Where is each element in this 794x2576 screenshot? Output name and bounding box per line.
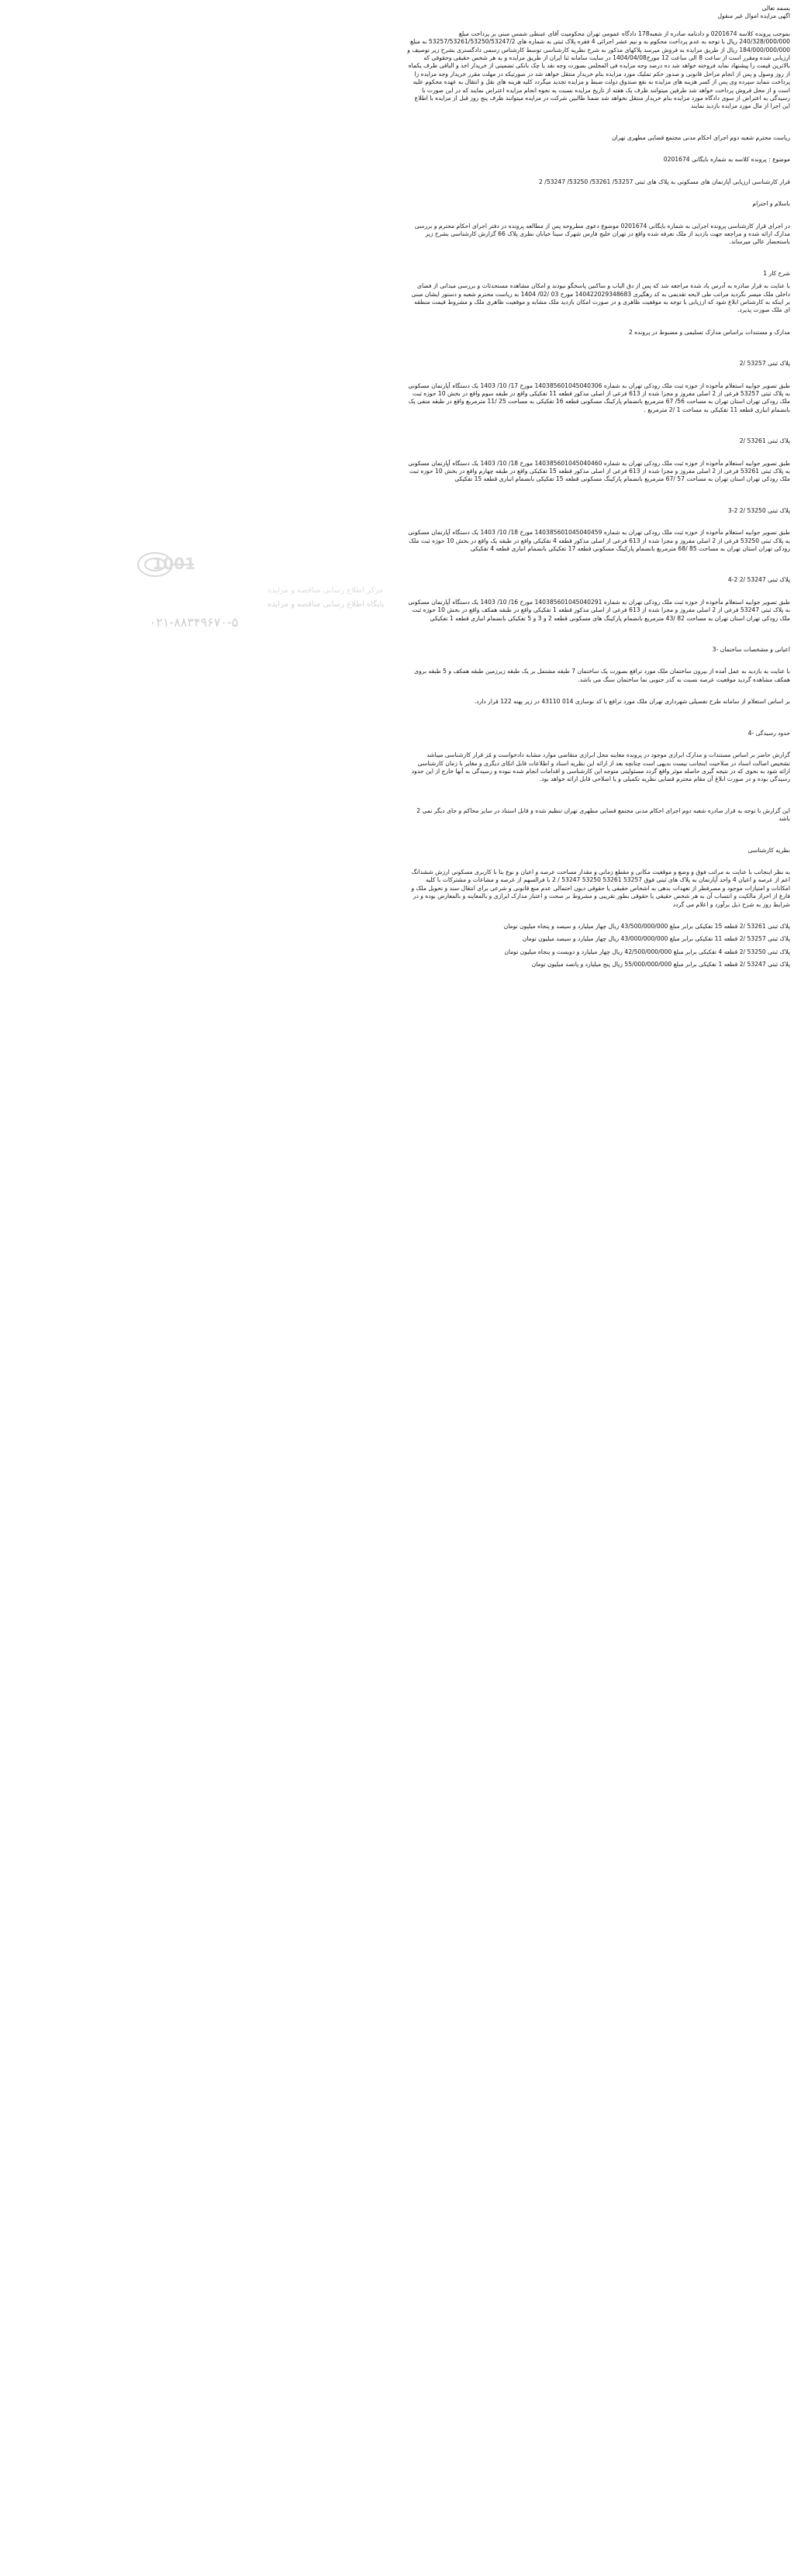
watermark-phone: ۰۲۱-۸۸۳۴۹۶۷۰-۵ [149, 615, 239, 630]
plate-title: پلاک ثبتی 53261 /2 [739, 437, 790, 445]
report-title: قرار کارشناسی ارزیابی آپارتمان های مسکونی به پلاک های ثبتی 53257/ 53261/ 53250/ 53247/ 2 [539, 178, 790, 185]
opinion-body: به نظر اینجانب با عنایت به مراتب فوق و وضع و موقعیت مکانی و مقطع زمانی و مقدار مساحت عرصه و اعیان و نوع بنا با کاربری مسکونی ارزش ششدانگ اعم از عرصه و اعیان 4 واحد آپارتمان به پلاک های ثبتی فوق 53257 53261 53250 53247 / 2 با فرالسهم از عرصه و مشاعات و مشترکات با کلیه امکانات و امتیازات موجود و مصرفطر از تعهدات بدهی به اشخاص حقیقی یا حقوقی دیون احتمالی عدم منع قانونی و شرعی برای انتقال سند و تحویل ملک و فارغ از احراز مالکیت و انتساب آن به هر شخص حقیقی یا حقوقی بطور تقریبی و مشروط بر صحت و اعتبار مدارک ابرازی و بالمعاینه و بالمعارض بوده و در شرایط روز به شرح ذیل برآورد و اعلام می گردد [411, 868, 790, 908]
watermark-text: پایگاه اطلاع رسانی مناقصه و مزایده [268, 600, 385, 609]
plate-description: طبق تصویر جوابیه استعلام مأخوذه از حوزه ثبت ملک رودکی تهران به شماره 140385601045040291 مورخ 16/ 10/ 1403 یک دستگاه آپارتمان مسکونی به پلاک ثبتی 53247 فرعی از 2 اصلی مفروز و مجزا شده از 613 فرعی از اصلی مذکور قطعه 1 تفکیکی واقع در طبقه همکف واقع در بخش 10 حوزه ثبت ملک رودکی تهران استان تهران به مساحت 82 /43 مترمربع بانضمام پارکینگ های مسکونی قطعه 2 و 3 و 5 تفکیکی بانضمام انباری قطعه 1 تفکیکی [408, 598, 790, 622]
plate-title: پلاک ثبتی 53250 /2 2-3 [727, 506, 790, 514]
valuation-line: پلاک ثبتی 53257 /2 قطعه 11 تفکیکی برابر مبلغ 43/000/000/000 ریال چهار میلیارد و سیصد میلیون تومان [522, 935, 790, 943]
section-body: با عنایت به بازدید به عمل آمده از بیرون ساختمان ملک مورد ترافع بصورت یک ساختمان 7 طبقه مشتمل بر یک طبقه زیرزمین طبقه همکف و 5 طبقه بروی همکف مشاهده گردید موقعیت عرصه نسبت به گذر جنوبی نما ساختمان سنگ می باشد. [414, 668, 790, 683]
watermark-logo [109, 543, 385, 636]
intro-report-paragraph: در اجرای قرار کارشناسی پرونده اجرایی به شماره بایگانی 0201674 موضوع دعوی مطروحه پس از مطالعه پرونده در دفتر اجرای احکام محترم و بررسی مدارک ارائه شده و مراجعه جهت بازدید از ملک نعرفه شده واقع در تهران خلیج فارس شهرک سینا خیابان نظری پلاک 66 گزارش کارشناسی بشرح زیر باستحضار عالی میرساند. [414, 222, 790, 246]
watermark-text: مرکز اطلاع رسانی مناقصه و مزایده [268, 586, 384, 595]
plate-title: پلاک ثبتی 53247 /2 2-4 [727, 576, 790, 584]
section-body: با عنایت به قرار صادره به آدرس یاد شده مراجعه شد که پس از دق الباب و ساکنین پاسخگو نبودند و امکان مشاهده مستحدثات و بررسی میدانی از فضای داخلی ملک میسر نگردید مراتب طی لایحه تقدیمی به کد رهگیری 140422029348683 مورخ 03 /02/ 1404 به ریاست محترم شعبه و دستور ایشان مبنی بر اینکه به کارشناس ابلاغ شود که ارزیابی با توجه به موقعیت ظاهری و در صورت امکان بازدید ملک مشابه و موقعیت ظاهری ملک و مشروط قیمت منطقه ای ملک صورت پذیرد. [411, 282, 790, 314]
addressee: ریاست محترم شعبه دوم اجرای احکام مدنی مجتمع قضایی مطهری تهران [612, 133, 790, 141]
svg-text:1001: 1001 [152, 554, 195, 573]
report-note: این گزارش با توجه به قرار صادره شعبه دوم اجرای احکام مدنی مجتمع قضایی مطهری تهران تنظیم شده و قابل استناد در سایر محاکم و جای دیگر نمی 2 باشد [416, 806, 790, 823]
notice-title: اگهی مزایده اموال غیر منقول [717, 12, 790, 20]
valuation-line: پلاک ثبتی 53247 /2 قطعه 1 تفکیکی برابر مبلغ 55/000/000/000 ریال پنج میلیارد و پانصد میلیون تومان [531, 961, 790, 969]
intro-paragraph: بموجب پرونده کلاسه 0201674 و دادنامه صادره از شعبه178 دادگاه عمومی تهران محکومیت آقای عبنطی شمس مبنی بر پرداخت مبلغ 240/328/000/000 ریال با توجه به عدم پرداخت محکوم به و نیم عشر اجرائی 4 فقره پلاک ثبتی به شماره های 53257/53261/53250/53247/2 به مبلغ 184/000/000/000 ریال از طریق مزایده به فروش میرسد پلاکهای مذکور به شرح نظریه کارشناسی توسط کارشناس رسمی دادگستری بشرح زیر توصیف و ارزیابی شده ومقرر است از ساعت 8 الی ساعت 12 مورخ1404/04/08 در سایت سامانه ثنا ایران از طریق مزایده و به هر شخص حقیقی وحقوقی که بالاترین قیمت را پیشنهاد نماید فروخته خواهد شد ده درصد وجه مزایده فی المجلس بصورت وجه نقد یا چک بانکی تضمینی از خریدار اخذ و الباقی ظرف یکماه از روز وصول و پس از انجام مراحل قانونی و صدور حکم تملیک مورد مزایده بنام خریدار منتقل خواهد شد در صورتیکه در مهلت مقرر خریدار وجه مزایده را پرداخت ننماید سپرده وی پس از کسر هزینه های مزایده به نفع صندوق دولت ضبط و مزایده تجدید میگردد کلیه هزینه های نقل و انتقال به عهده محکوم علیه است و از محل فروش پرداخت خواهد شد طرفین میتوانند ظرف یک هفته از تاریخ مزایده نسبت به نحوه انجام مزایده اعتراض نمایند که در این صورت با رسیدگی به اعتراض از سوی دادگاه مورد مزایده بنام خریدار منتقل نخواهد شد ضمنا طالبین شرکت در مزایده میتوانند ظرف پنج روز قبل از مزایده با اطلاع این اجرا از مال مورد مزایده بازدید نمایند [407, 29, 790, 110]
plate-description: طبق تصویر جوابیه استعلام مأخوذه از حوزه ثبت ملک رودکی تهران به شماره 140385601045040460 مورخ 18/ 10/ 1403 یک دستگاه آپارتمان مسکونی به پلاک ثبتی 53261 فرعی از 2 اصلی مفروز و مجزا شده از 613 فرعی از اصلی مذکور قطعه 15 تفکیکی واقع در طبقه چهارم واقع در بخش 10 حوزه ثبت ملک رودکی تهران استان تهران به مساحت 57 /67 مترمربع بانضمام پارکینگ مسکونی قطعه 15 تفکیکی بانضمام انباری قطعه 15 تفکیکی [408, 459, 790, 483]
valuation-line: پلاک ثبتی 53250 /2 قطعه 4 تفکیکی برابر مبلغ 42/500/000/000 ریال چهار میلیارد و دویست و پنجاه میلیون تومان [504, 948, 790, 955]
section-title: مدارک و مستندات براساس مدارک تسلیمی و مضبوط در پرونده 2 [629, 328, 790, 336]
section-title: اعیانی و مشخصات ساختمان -3 [712, 646, 790, 654]
auction-notice [401, 0, 794, 969]
section-body: گزارش حاضر بر اساس مستندات و مدارک ابرازی موجود در پرونده معاینه محل ابرازی متقاضی موارد مشابه دادخواست و مُز قرار کارشناسی میباشد تشخیص اصالت اسناد در صلاحیت اینجانب نیست بدیهی است چنانچه بعد از ارائه این نظریه اسناد و اطلاعات قابل اتکای دیگری و مغایر با زمان کارشناسی ارائه شود به نحوی که در نتیجه گیری حاصله موثر واقع گردد مسئولیتی متوجه این کارشناسی و اقدامات انجام شده نبوده و رسیدگی به آنها خارج از این حدود رسیدگی بوده و در صورت ابلاغ آن مقام محترم قضایی نظریه تکمیلی و یا اصلاحی قابل ارائه خواهد بود. [411, 751, 790, 783]
section-title: شرح کار 1 [763, 269, 790, 277]
bismillah: بسمه تعالی [761, 5, 790, 12]
subject-line: موضوع : پرونده کلاسه به شماره بایگانی 0201674 [663, 156, 790, 164]
section-title: حدود رسیدگی -4 [747, 729, 790, 737]
plate-description: طبق تصویر جوابیه استعلام مأخوذه از حوزه ثبت ملک رودکی تهران به شماره 140385601045040459 مورخ 18/ 10/ 1403 یک دستگاه آپارتمان مسکونی به پلاک ثبتی 53250 فرعی از 2 اصلی مفروز و مجزا شده از 613 فرعی از اصلی مذکور قطعه 4 تفکیکی واقع در طبقه یک واقع در بخش 10 حوزه ثبت ملک رودکی تهران استان تهران به مساحت 85 /68 مترمربع بانضمام پارکینگ مسکونی قطعه 17 تفکیکی بانضمام انباری قطعه 4 تفکیکی [408, 529, 790, 553]
greeting: باسلام و احترام [752, 200, 790, 208]
plate-title: پلاک ثبتی 53257 /2 [739, 360, 790, 368]
zoning-paragraph: بر اساس استعلام از سامانه طرح تفصیلی شهرداری تهران ملک مورد ترافع با کد نوسازی 014 43110 در زیر پهنه 122 قرار دارد. [474, 698, 790, 706]
section-title: نظریه کارشناسی [747, 846, 790, 854]
plate-description: طبق تصویر جوابیه استعلام مأخوذه از حوزه ثبت ملک رودکی تهران به شماره 140385601045040306 مورخ 17/ 10/ 1403 یک دستگاه آپارتمان مسکونی به پلاک ثبتی 53257 فرعی از 2 اصلی مفروز و مجزا شده از 613 فرعی از اصلی مذکور قطعه 11 تفکیکی واقع در طبقه سوم واقع در بخش 10 حوزه ثبت ملک رودکی تهران استان تهران به مساحت 56/ 67 مترمربع بانضمام پارکینگ مسکونی قطعه 16 تفکیکی به مساحت 25 /11 مترمربع واقع در طبقه منفی یک بانضمام انباری قطعه 11 تفکیکی به مساحت 1 /2 مترمربع . [408, 382, 790, 413]
valuation-line: پلاک ثبتی 53261 /2 قطعه 15 تفکیکی برابر مبلغ 43/500/000/000 ریال چهار میلیارد و سیصد و پنجاه میلیون تومان [503, 922, 790, 930]
